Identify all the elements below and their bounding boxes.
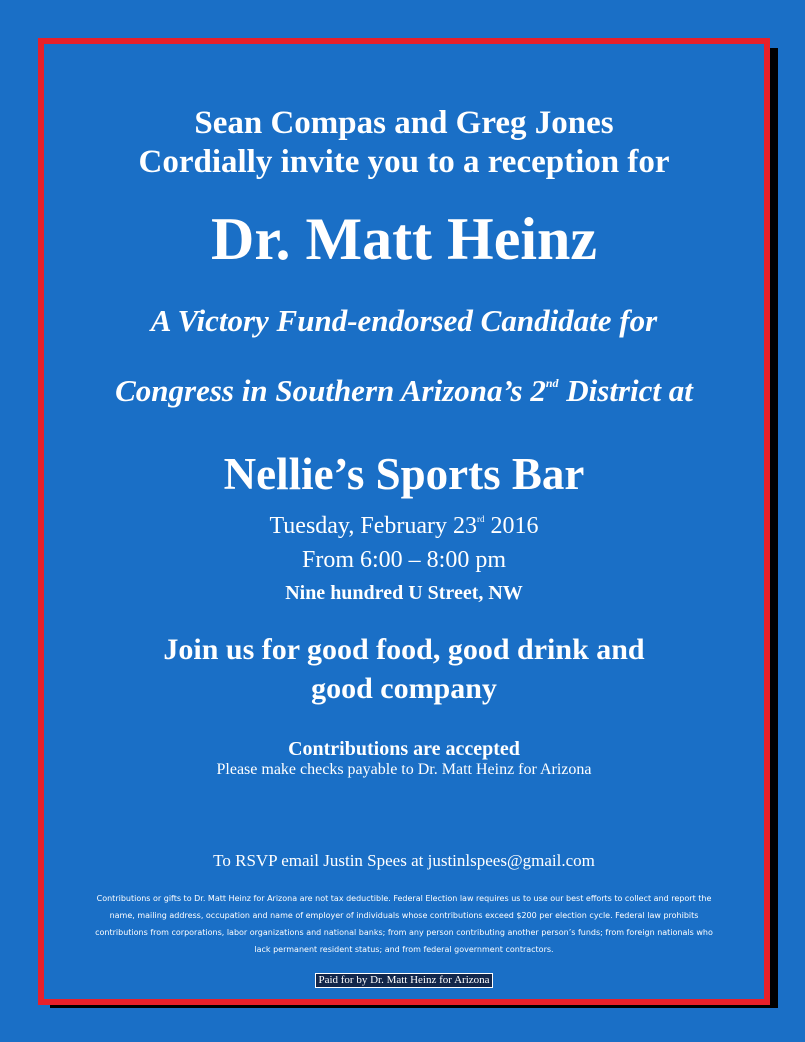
hosts-heading	[44, 104, 764, 182]
candidate-name: Dr. Matt Heinz	[210, 206, 597, 272]
ordinal-suffix: nd	[545, 376, 559, 390]
paid-for-wrapper	[44, 970, 764, 988]
event-address: Nine hundred U Street, NW	[285, 582, 523, 604]
date-ordinal-suffix: rd	[477, 514, 485, 524]
rsvp-line: To RSVP email Justin Spees at justinlspees@gmail.com	[213, 851, 595, 870]
event-time: From 6:00 – 8:00 pm	[301, 547, 506, 573]
event-date-text: Tuesday, February 23	[269, 513, 478, 539]
endorsement-line-2	[44, 366, 764, 408]
endorsement-line-2-end: District at	[558, 373, 693, 408]
invitation-frame	[38, 38, 770, 1005]
venue-name: Nellie’s Sports Bar	[223, 449, 585, 499]
endorsement-line-2-text: Congress in Southern Arizona’s 2	[115, 373, 546, 408]
endorsement-line-1: A Victory Fund-endorsed Candidate for	[150, 303, 658, 338]
legal-disclaimer: Contributions or gifts to Dr. Matt Heinz for Arizona are not tax deductible. Federal Election law requires us to use our best efforts to collect and report the name, mailing address, occupation and name of employer of individuals whose contributions exceed $200 per election cycle. Federal law prohibits contributions from corporations, labor organizations and national banks; from any person contributing another person’s funds; from foreign nationals who lack permanent resident status; and from federal government contractors.	[95, 894, 713, 954]
join-message	[44, 630, 764, 708]
join-line-1: Join us for good food, good drink and	[163, 633, 645, 666]
event-year: 2016	[484, 513, 539, 539]
contributions-note: Please make checks payable to Dr. Matt Heinz for Arizona	[216, 761, 592, 778]
event-date	[44, 504, 764, 542]
hosts-line-1: Sean Compas and Greg Jones	[194, 105, 614, 141]
hosts-line-2: Cordially invite you to a reception for	[138, 144, 670, 180]
paid-for-box: Paid for by Dr. Matt Heinz for Arizona	[315, 973, 492, 988]
contributions-heading: Contributions are accepted	[288, 738, 520, 760]
invitation-content	[44, 44, 764, 988]
join-line-2: good company	[311, 672, 497, 705]
